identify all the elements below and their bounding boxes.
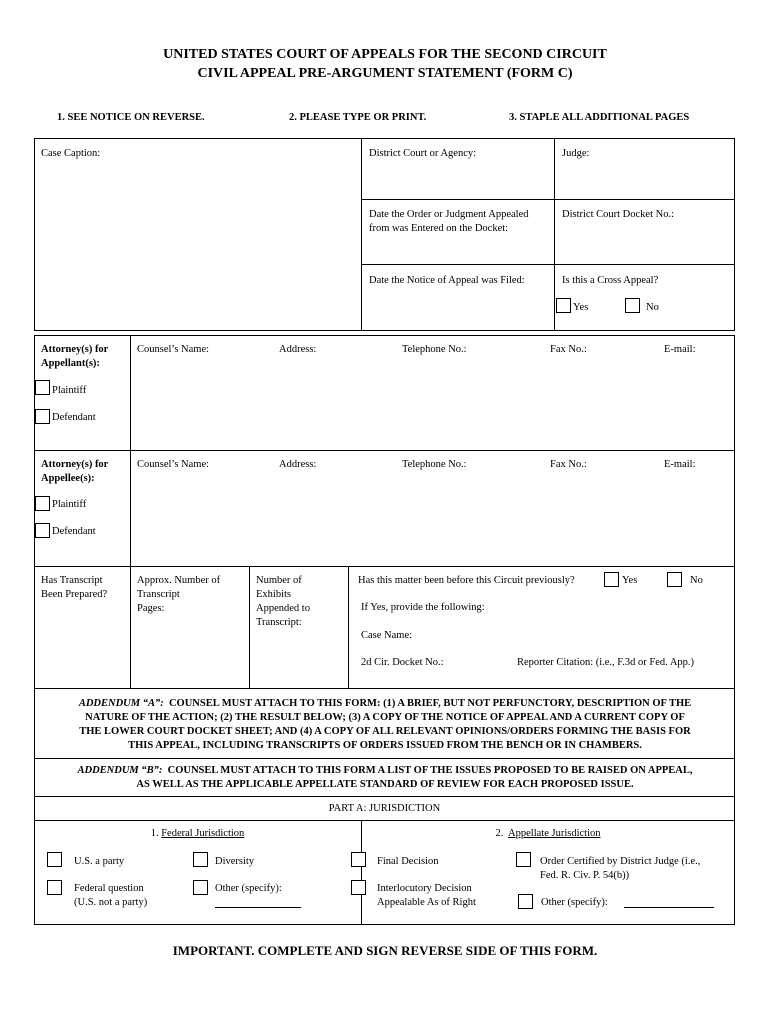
addendum-a-text-1: COUNSEL MUST ATTACH TO THIS FORM: (1) A BRIEF, BUT NOT PERFUNCTORY, DESCRIPTION OF THE — [163, 698, 692, 709]
instruction-1: 1. SEE NOTICE ON REVERSE. — [57, 112, 205, 123]
appellate-other-checkbox[interactable] — [518, 894, 533, 909]
transcript-pages-label-2: Transcript — [137, 589, 180, 600]
addendum-a-line-2: NATURE OF THE ACTION; (2) THE RESULT BELOW; (3) A COPY OF THE NOTICE OF APPEAL AND A CURRENT COPY OF — [85, 712, 685, 723]
instruction-3: 3. STAPLE ALL ADDITIONAL PAGES — [509, 112, 690, 123]
notice-date-label: Date the Notice of Appeal was Filed: — [369, 275, 525, 286]
cross-appeal-no-label: No — [646, 302, 659, 313]
exhibits-label-2: Exhibits — [256, 589, 292, 600]
transcript-pages-label-1: Approx. Number of — [137, 575, 221, 586]
federal-question-label-2: (U.S. not a party) — [74, 897, 148, 908]
addendum-a-line-4: THIS APPEAL, INCLUDING TRANSCRIPTS OF ORDERS ISSUED FROM THE BENCH OR IN CHAMBERS. — [128, 740, 642, 751]
federal-jurisdiction-heading — [34, 827, 361, 841]
appellant-counsel-field[interactable] — [133, 360, 733, 448]
appellant-heading-2: Appellant(s): — [41, 358, 100, 369]
appellant-fax-label: Fax No.: — [550, 344, 587, 355]
addendum-b-line-1 — [40, 764, 730, 778]
federal-question-label-1: Federal question — [74, 883, 144, 894]
appellee-plaintiff-label: Plaintiff — [52, 499, 87, 510]
appellate-other-field[interactable] — [624, 907, 714, 908]
us-party-checkbox[interactable] — [47, 852, 62, 867]
before-circuit-yes-checkbox[interactable] — [604, 572, 619, 587]
order-date-label-2: from was Entered on the Docket: — [369, 223, 509, 234]
before-circuit-no-label: No — [690, 575, 703, 586]
interlocutory-checkbox[interactable] — [351, 880, 366, 895]
certified-order-checkbox[interactable] — [516, 852, 531, 867]
exhibits-label-4: Transcript: — [256, 617, 302, 628]
appellant-plaintiff-label: Plaintiff — [52, 385, 87, 396]
appellant-heading-1: Attorney(s) for — [41, 344, 109, 355]
appellee-fax-label: Fax No.: — [550, 459, 587, 470]
federal-jurisdiction-number: 1. — [150, 828, 162, 839]
appellant-defendant-label: Defendant — [52, 412, 96, 423]
form-subtitle: CIVIL APPEAL PRE-ARGUMENT STATEMENT (FORM C) — [197, 66, 573, 81]
addendum-a-line-1 — [40, 697, 730, 711]
appellee-heading-1: Attorney(s) for — [41, 459, 109, 470]
diversity-label: Diversity — [215, 856, 255, 867]
transcript-prepared-label-2: Been Prepared? — [41, 589, 108, 600]
case-name-label: Case Name: — [361, 630, 413, 641]
judge-label: Judge: — [562, 148, 590, 159]
docket-number-label: District Court Docket No.: — [562, 209, 674, 220]
certified-order-label-2: Fed. R. Civ. P. 54(b)) — [540, 870, 630, 881]
us-party-label: U.S. a party — [74, 856, 125, 867]
appellee-email-label: E-mail: — [664, 459, 696, 470]
appellee-telephone-label: Telephone No.: — [402, 459, 467, 470]
appellant-plaintiff-checkbox[interactable] — [35, 380, 50, 395]
before-circuit-yes-label: Yes — [622, 575, 638, 586]
circuit-docket-label: 2d Cir. Docket No.: — [361, 657, 444, 668]
appellee-counsel-field[interactable] — [133, 475, 733, 564]
appellate-jurisdiction-heading — [361, 827, 735, 841]
transcript-prepared-label-1: Has Transcript — [41, 575, 103, 586]
appellate-jurisdiction-number: 2. — [495, 828, 509, 839]
federal-other-checkbox[interactable] — [193, 880, 208, 895]
judge-field[interactable] — [556, 164, 732, 197]
addendum-a-lead: ADDENDUM “A”: — [78, 698, 164, 709]
federal-other-label: Other (specify): — [215, 883, 282, 894]
cross-appeal-label: Is this a Cross Appeal? — [562, 275, 659, 286]
appellee-defendant-label: Defendant — [52, 526, 96, 537]
appellant-counsel-label: Counsel’s Name: — [137, 344, 210, 355]
addendum-b-text-1: COUNSEL MUST ATTACH TO THIS FORM A LIST OF THE ISSUES PROPOSED TO BE RAISED ON APPEAL, — [162, 765, 693, 776]
if-yes-label: If Yes, provide the following: — [361, 602, 485, 613]
before-circuit-no-checkbox[interactable] — [667, 572, 682, 587]
appellee-counsel-label: Counsel’s Name: — [137, 459, 210, 470]
federal-other-field[interactable] — [215, 907, 301, 908]
transcript-pages-label-3: Pages: — [137, 603, 165, 614]
addendum-a-line-3: THE LOWER COURT DOCKET SHEET; AND (4) A COPY OF ALL RELEVANT OPINIONS/ORDERS FORMING THE BASIS FOR — [79, 726, 691, 737]
appellee-plaintiff-checkbox[interactable] — [35, 496, 50, 511]
reporter-citation-label: Reporter Citation: (i.e., F.3d or Fed. App.) — [517, 657, 695, 668]
case-caption-label: Case Caption: — [41, 148, 101, 159]
district-court-label: District Court or Agency: — [369, 148, 477, 159]
certified-order-label-1: Order Certified by District Judge (i.e., — [540, 856, 701, 867]
appellee-address-label: Address: — [279, 459, 317, 470]
cross-appeal-yes-checkbox[interactable] — [556, 298, 571, 313]
instruction-2: 2. PLEASE TYPE OR PRINT. — [289, 112, 427, 123]
final-decision-label: Final Decision — [377, 856, 439, 867]
important-notice: IMPORTANT. COMPLETE AND SIGN REVERSE SIDE OF THIS FORM. — [172, 943, 598, 958]
cross-appeal-no-checkbox[interactable] — [625, 298, 640, 313]
appellate-jurisdiction-title: Appellate Jurisdiction — [508, 828, 601, 839]
before-circuit-label: Has this matter been before this Circuit previously? — [358, 575, 575, 586]
final-decision-checkbox[interactable] — [351, 852, 366, 867]
interlocutory-label-1: Interlocutory Decision — [377, 883, 472, 894]
appellant-email-label: E-mail: — [664, 344, 696, 355]
order-date-label-1: Date the Order or Judgment Appealed — [369, 209, 529, 220]
appellee-defendant-checkbox[interactable] — [35, 523, 50, 538]
case-caption-field[interactable] — [36, 164, 358, 328]
cross-appeal-yes-label: Yes — [573, 302, 589, 313]
appellant-address-label: Address: — [279, 344, 317, 355]
federal-question-checkbox[interactable] — [47, 880, 62, 895]
federal-jurisdiction-title: Federal Jurisdiction — [161, 828, 245, 839]
district-court-field[interactable] — [363, 164, 552, 197]
part-a-title: PART A: JURISDICTION — [328, 803, 441, 814]
addendum-b-lead: ADDENDUM “B”: — [77, 765, 163, 776]
appellant-telephone-label: Telephone No.: — [402, 344, 467, 355]
addendum-b-line-2: AS WELL AS THE APPLICABLE APPELLATE STANDARD OF REVIEW FOR EACH PROPOSED ISSUE. — [136, 779, 634, 790]
exhibits-label-3: Appended to — [256, 603, 310, 614]
form-title: UNITED STATES COURT OF APPEALS FOR THE SECOND CIRCUIT — [163, 47, 607, 62]
exhibits-label-1: Number of — [256, 575, 302, 586]
appellee-heading-2: Appellee(s): — [41, 473, 95, 484]
appellant-defendant-checkbox[interactable] — [35, 409, 50, 424]
diversity-checkbox[interactable] — [193, 852, 208, 867]
appellate-other-label: Other (specify): — [541, 897, 608, 908]
interlocutory-label-2: Appealable As of Right — [377, 897, 476, 908]
